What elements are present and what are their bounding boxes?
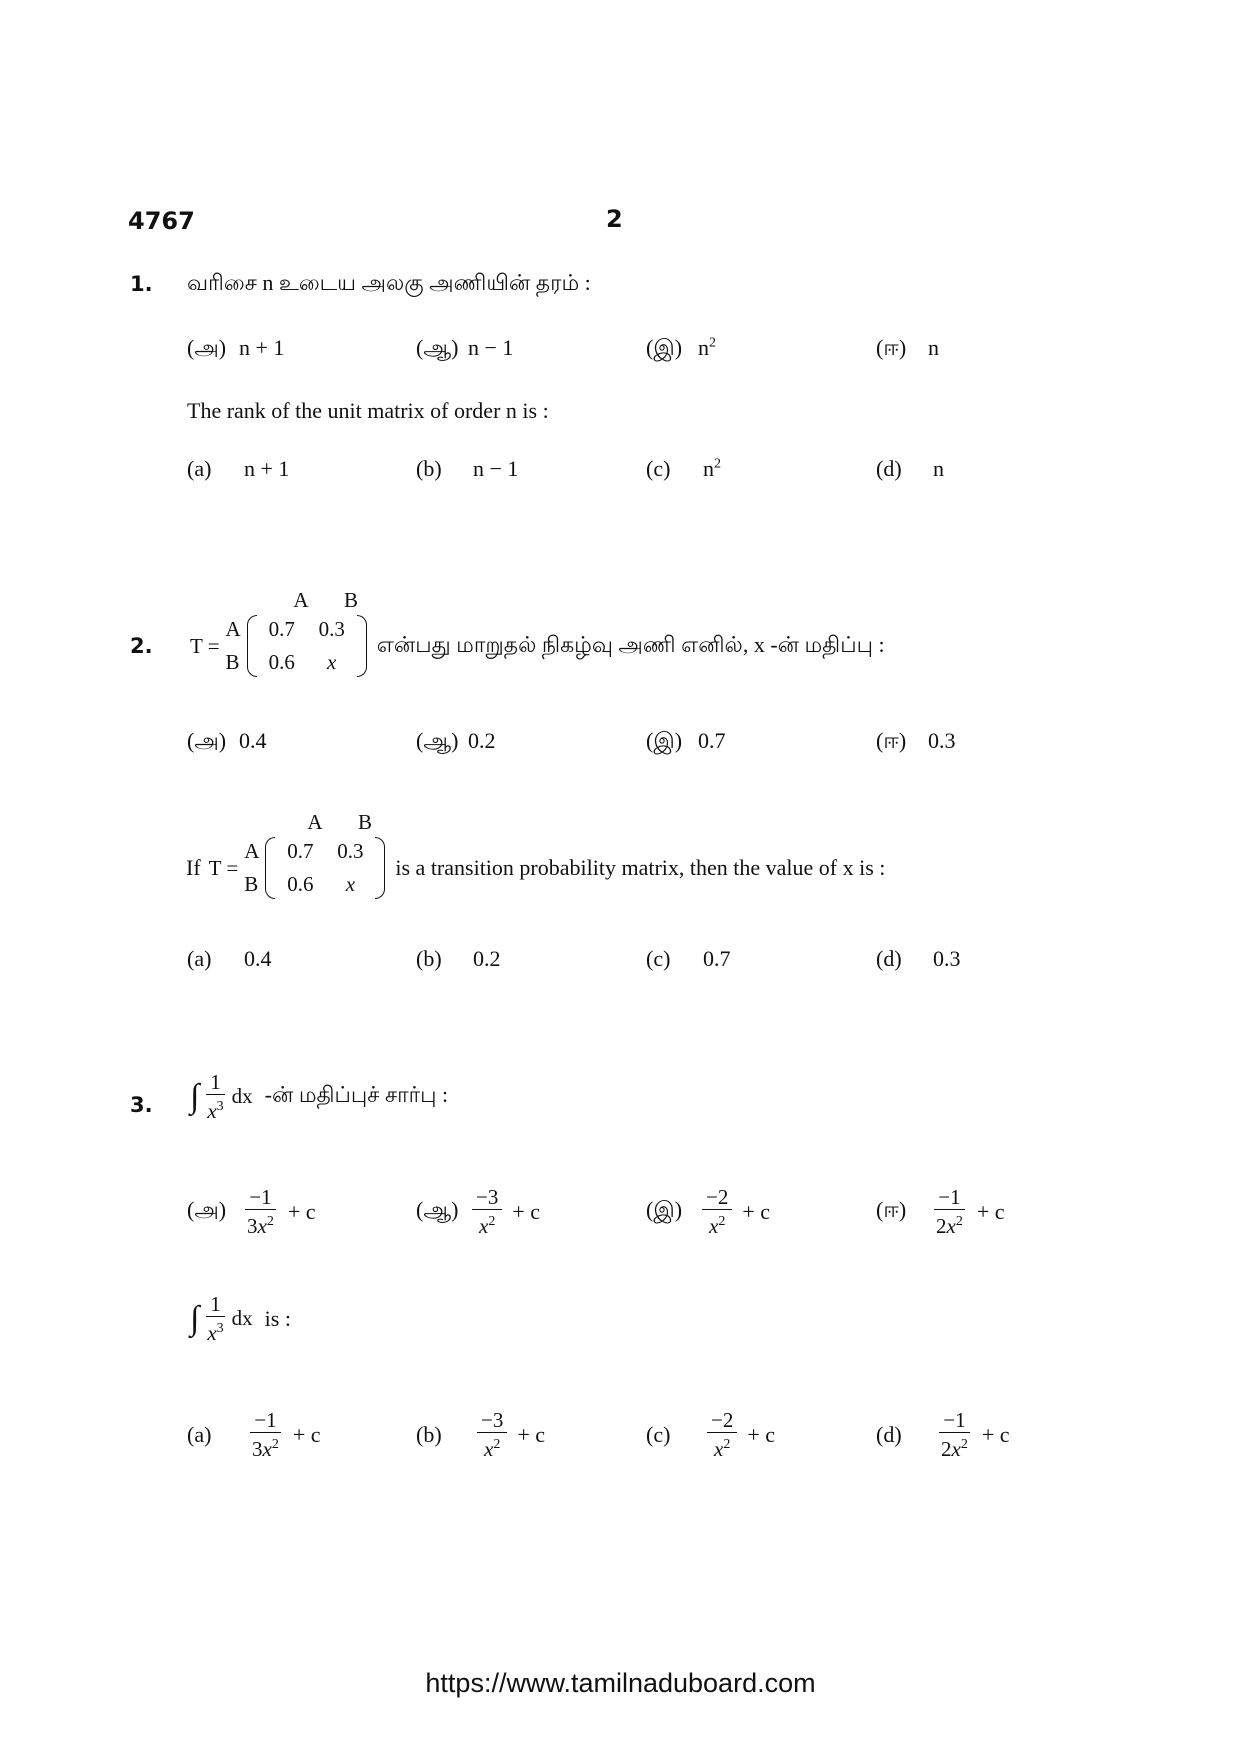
matrix-row-label: A (225, 617, 241, 641)
matrix-cell: x (327, 650, 337, 674)
q2-english-prefix: If (186, 855, 201, 880)
q3-tamil-option-b (416, 1185, 540, 1238)
option-label: (ஈ) (876, 1197, 907, 1222)
option-fraction (243, 1185, 278, 1238)
differential: dx (231, 1306, 253, 1330)
fraction-variable: x (951, 1437, 961, 1461)
q1-tamil-option-a (187, 335, 284, 364)
q1-english-stem: The rank of the unit matrix of order n is : (187, 398, 549, 423)
option-label: (அ) (187, 335, 227, 360)
option-label: (ஈ) (876, 335, 907, 360)
fraction-coefficient: 3 (247, 1214, 258, 1238)
option-label: (c) (646, 456, 671, 481)
q1-english-option-a (187, 456, 289, 482)
option-text: 0.3 (933, 946, 961, 971)
q2-english-matrix-expression (186, 810, 885, 901)
q2-english-option-d (876, 946, 961, 972)
fraction-variable: x (484, 1437, 494, 1461)
fraction-variable: x (257, 1214, 267, 1238)
option-text: n − 1 (473, 456, 519, 481)
option-label: (இ) (646, 728, 683, 753)
fraction-numerator: −2 (707, 1408, 737, 1433)
exponent: 2 (714, 456, 721, 472)
fraction-coefficient: 2 (941, 1437, 952, 1461)
constant-term: + c (517, 1421, 546, 1447)
option-label: (a) (187, 946, 212, 971)
matrix-cell: x (345, 872, 356, 896)
option-fraction (937, 1408, 972, 1461)
option-text: 0.3 (928, 728, 956, 753)
option-label: (c) (646, 946, 671, 971)
exponent: 2 (488, 1214, 496, 1229)
q1-tamil-option-b (416, 335, 513, 364)
q1-english-option-d (876, 456, 944, 482)
footer-url-link[interactable]: https://www.tamilnaduboard.com (425, 1668, 816, 1698)
option-label: (b) (416, 1421, 442, 1447)
q1-english-option-b (416, 456, 518, 482)
matrix-col-label: B (357, 810, 372, 834)
option-label: (c) (646, 1421, 671, 1447)
paper-code: 4767 (128, 207, 195, 235)
fraction-numerator: −3 (477, 1408, 507, 1433)
q2-english-option-c (646, 946, 731, 972)
constant-term: + c (747, 1421, 776, 1447)
option-text: n + 1 (244, 456, 290, 481)
matrix-body (265, 835, 385, 901)
option-fraction (248, 1408, 283, 1461)
q3-tamil-integral (190, 1070, 448, 1123)
fraction-coefficient: 2 (936, 1214, 947, 1238)
q2-english-option-b (416, 946, 501, 972)
fraction-denominator-var: x (207, 1099, 217, 1123)
q2-tamil-option-b (416, 728, 496, 757)
option-fraction (702, 1185, 732, 1238)
option-label: (ஆ) (416, 728, 459, 753)
fraction-numerator: 1 (206, 1292, 225, 1317)
fraction-numerator: −3 (472, 1185, 502, 1210)
fraction-numerator: −1 (250, 1408, 280, 1433)
constant-term: + c (742, 1198, 771, 1224)
fraction-variable: x (714, 1437, 724, 1461)
option-label: (ஆ) (416, 1197, 459, 1222)
option-text: n − 1 (468, 335, 514, 360)
matrix-col-label: A (307, 810, 323, 834)
matrix-row-label: A (244, 839, 260, 863)
q3-english-option-c (646, 1408, 775, 1461)
option-label: (d) (876, 456, 902, 481)
option-text: 0.4 (239, 728, 267, 753)
option-label: (b) (416, 456, 442, 481)
matrix-cell: 0.7 (268, 617, 295, 641)
matrix-cell: 0.3 (337, 839, 364, 863)
integrand-fraction (203, 1292, 227, 1345)
option-text: n (698, 335, 709, 360)
q2-english-stem: is a transition probability matrix, then the value of x is : (395, 855, 886, 880)
matrix-row-labels (244, 835, 259, 901)
option-label: (a) (187, 456, 212, 481)
fraction-numerator: −1 (245, 1185, 275, 1210)
exponent: 3 (216, 1099, 224, 1114)
fraction-variable: x (709, 1214, 719, 1238)
option-text: n (703, 456, 714, 481)
option-text: 0.4 (244, 946, 272, 971)
option-label: (அ) (187, 728, 227, 753)
fraction-variable: x (479, 1214, 489, 1238)
q2-tamil-stem: என்பது மாறுதல் நிகழ்வு அணி எனில், x -ன் மதிப்பு : (376, 631, 885, 657)
exponent: 2 (960, 1437, 968, 1452)
page-number: 2 (606, 205, 623, 233)
q3-english-option-a (187, 1408, 321, 1461)
exponent: 2 (709, 335, 716, 351)
constant-term: + c (981, 1421, 1010, 1447)
matrix-cell: 0.3 (318, 617, 345, 641)
option-label: (ஈ) (876, 728, 907, 753)
option-label: (d) (876, 946, 902, 971)
option-label: (d) (876, 1421, 902, 1447)
q2-tamil-option-a (187, 728, 267, 757)
q3-english-stem: is : (264, 1305, 291, 1331)
q2-tamil-option-c (646, 728, 726, 757)
fraction-variable: x (262, 1437, 272, 1461)
matrix-col-label: A (293, 588, 309, 612)
constant-term: + c (287, 1198, 316, 1224)
fraction-numerator: 1 (206, 1070, 225, 1095)
option-fraction (932, 1185, 967, 1238)
constant-term: + c (292, 1421, 321, 1447)
option-fraction (477, 1408, 507, 1461)
matrix-body (247, 613, 367, 679)
option-text: 0.2 (468, 728, 496, 753)
constant-term: + c (512, 1198, 541, 1224)
matrix-prefix: T = (190, 633, 220, 658)
q1-tamil-option-d (876, 335, 939, 364)
exponent: 3 (216, 1321, 224, 1336)
q3-english-integral (190, 1292, 291, 1345)
differential: dx (231, 1084, 253, 1108)
integral-sign: ∫ (190, 1299, 200, 1337)
matrix-row-labels (226, 613, 241, 679)
matrix-row-label: B (225, 650, 240, 674)
q3-tamil-option-c (646, 1185, 770, 1238)
q1-tamil-stem: வரிசை n உடைய அலகு அணியின் தரம் : (187, 270, 591, 295)
option-label: (இ) (646, 335, 683, 360)
integral-sign: ∫ (190, 1077, 200, 1115)
matrix-prefix: T = (208, 855, 239, 880)
option-text: n (933, 456, 944, 481)
matrix-cell: 0.6 (287, 872, 314, 896)
exponent: 2 (955, 1214, 963, 1229)
option-label: (a) (187, 1421, 212, 1447)
matrix-cell: 0.6 (268, 650, 295, 674)
option-text: 0.7 (703, 946, 731, 971)
q3-english-option-b (416, 1408, 545, 1461)
option-label: (அ) (187, 1197, 227, 1222)
option-text: 0.7 (698, 728, 726, 753)
matrix-column-labels (186, 810, 885, 835)
integrand-fraction (203, 1070, 227, 1123)
option-fraction (472, 1185, 502, 1238)
matrix-column-labels (190, 588, 885, 613)
fraction-coefficient: 3 (252, 1437, 263, 1461)
option-fraction (707, 1408, 737, 1461)
exponent: 2 (493, 1437, 501, 1452)
q2-tamil-matrix-expression (190, 588, 885, 679)
q3-tamil-option-a (187, 1185, 316, 1238)
matrix-row-label: B (244, 872, 259, 896)
q3-tamil-stem: -ன் மதிப்புச் சார்பு : (264, 1082, 449, 1107)
option-text: 0.2 (473, 946, 501, 971)
question-number-2: 2. (130, 634, 153, 658)
exponent: 2 (266, 1214, 274, 1229)
q1-tamil-option-c (646, 335, 716, 364)
option-label: (ஆ) (416, 335, 459, 360)
matrix-cell: 0.7 (287, 839, 314, 863)
q1-english-option-c (646, 456, 721, 482)
fraction-numerator: −1 (934, 1185, 964, 1210)
q2-tamil-option-d (876, 728, 956, 757)
constant-term: + c (976, 1198, 1005, 1224)
question-number-3: 3. (130, 1093, 153, 1117)
exponent: 2 (271, 1437, 279, 1452)
fraction-numerator: −2 (702, 1185, 732, 1210)
matrix-col-label: B (343, 588, 358, 612)
fraction-variable: x (946, 1214, 956, 1238)
q3-tamil-option-d (876, 1185, 1005, 1238)
fraction-numerator: −1 (939, 1408, 969, 1433)
option-label: (b) (416, 946, 442, 971)
exponent: 2 (723, 1437, 731, 1452)
q2-english-option-a (187, 946, 272, 972)
option-text: n (928, 335, 939, 360)
fraction-denominator-var: x (207, 1321, 217, 1345)
q3-english-option-d (876, 1408, 1010, 1461)
option-text: n + 1 (239, 335, 285, 360)
exponent: 2 (718, 1214, 726, 1229)
option-label: (இ) (646, 1197, 683, 1222)
question-number-1: 1. (130, 272, 153, 296)
